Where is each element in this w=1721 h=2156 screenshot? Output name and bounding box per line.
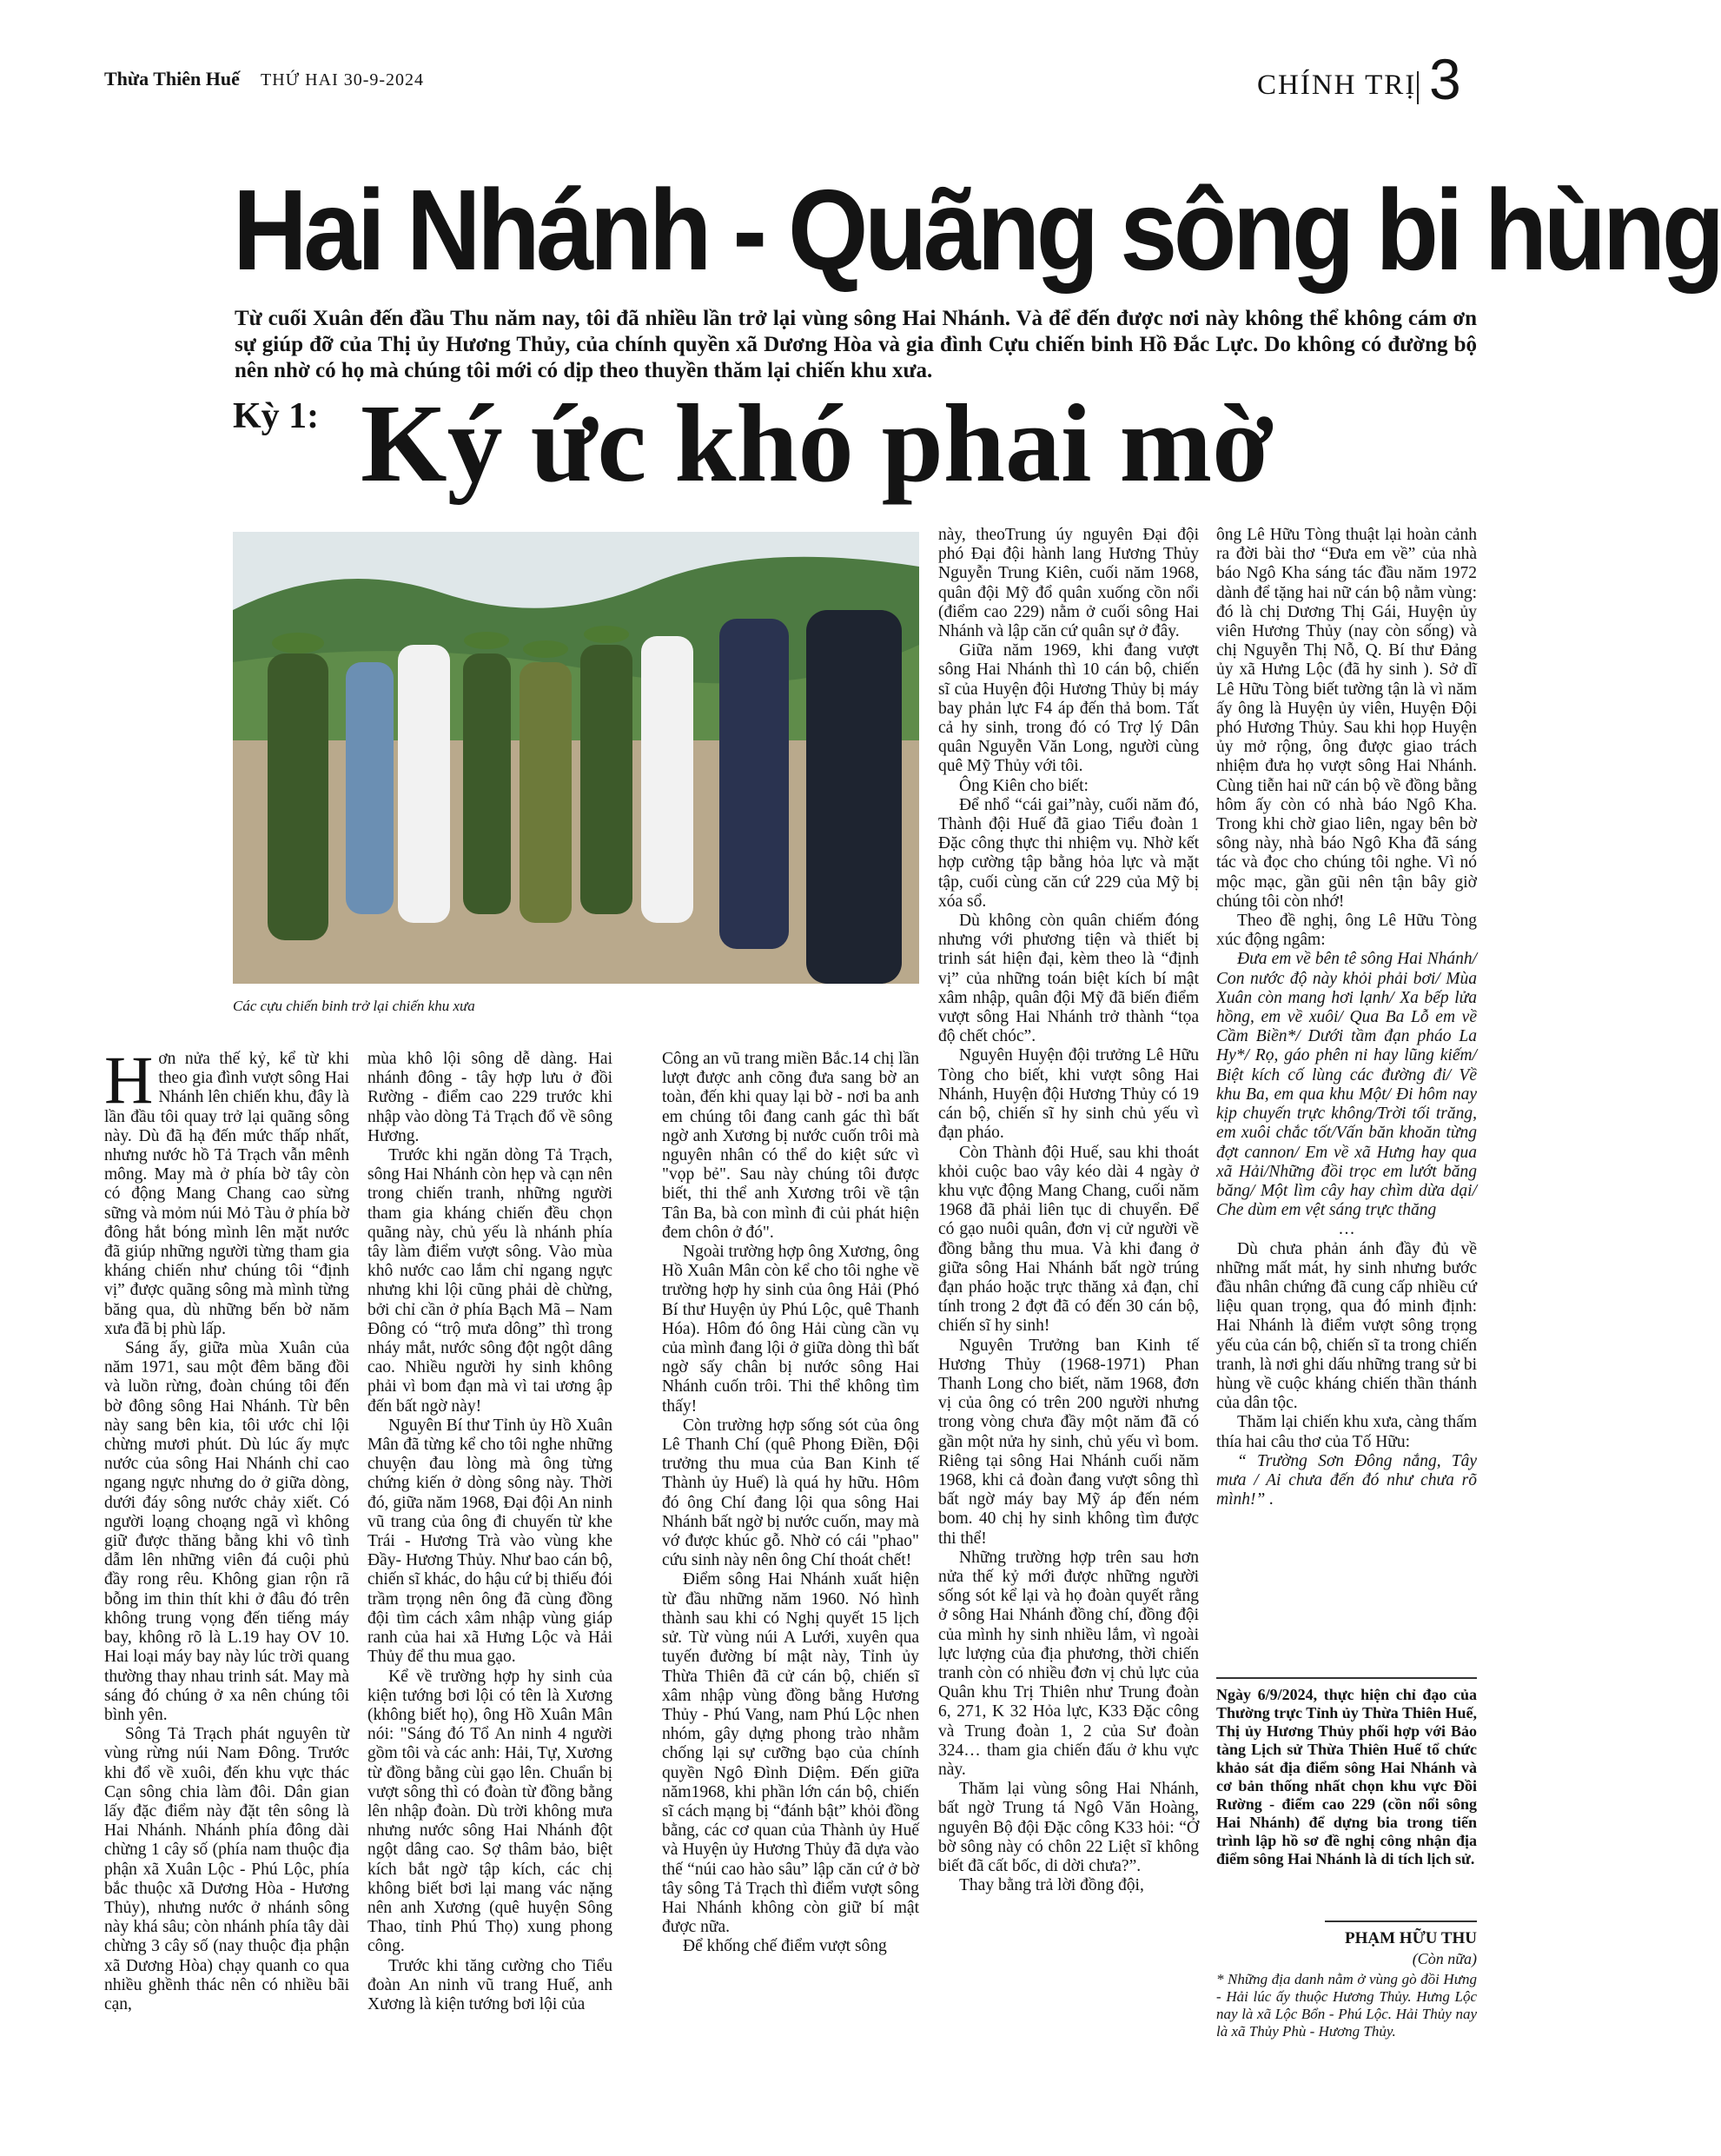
- article-column-4: [938, 526, 1199, 1895]
- paragraph: Còn Thành đội Huế, sau khi thoát khỏi cuộc bao vây kéo dài 4 ngày ở khu vực động Mang Chang, cuối năm 1968 đã phải liên tục di chuyển. Để có gạo nuôi quân, đơn vị cử người về đồng bằng thu mua. Và khi đang ở giữa sông Hai Nhánh bất ngờ trúng đạn pháo hoặc trực thăng xả đạn, chỉ tính trong 2 đợt đã có đến 30 cán bộ, chiến sĩ hy sinh!: [938, 1143, 1199, 1336]
- paragraph: Ngoài trường hợp ông Xương, ông Hồ Xuân Mân còn kể cho tôi nghe về trường hợp hy sinh của ông Hải (Phó Bí thư Huyện ủy Phú Lộc, quê Thanh Hóa). Hôm đó ông Hải cùng cần vụ của mình đang lội ở giữa dòng thì bất ngờ sấy chân bị nước sông Hai Nhánh cuốn trôi. Thi thể không tìm thấy!: [662, 1243, 919, 1416]
- photo-illustration: [233, 532, 919, 984]
- issue-date: THỨ HAI 30-9-2024: [261, 70, 425, 90]
- paragraph: Những trường hợp trên sau hơn nửa thế kỷ mới được những người sống sót kể lại và họ đoàn quyết rằng ở sông Hai Nhánh đồng chí, đồng đội của mình hy sinh nhiều lắm, vì ngoài lực lượng của địa phương, thời chiến tranh còn có nhiều đơn vị chủ lực của Quân khu Trị Thiên như Trung đoàn 6, 271, K 32 Hỏa lực, K33 Đặc công và Trung đoàn 1, 2 của Sư đoàn 324… tham gia chiến đấu ở khu vực này.: [938, 1548, 1199, 1779]
- paragraph: ông Lê Hữu Tòng thuật lại hoàn cảnh ra đời bài thơ “Đưa em về” của nhà báo Ngô Kha sáng tác đầu năm 1972 dành để tặng hai nữ cán bộ nằm vùng: đó là chị Dương Thị Gái, Huyện ủy viên Hương Thủy (nay còn sống) và chị Nguyễn Thị Nỗ, Q. Bí thư Đảng ủy xã Hưng Lộc (đã hy sinh ). Sở dĩ Lê Hữu Tòng biết tường tận là vì năm ấy ông là Huyện ủy viên, Huyện Đội phó Hương Thủy. Sau khi họp Huyện ủy mở rộng, ông được giao trách nhiệm đưa họ vượt sông Hai Nhánh. Cùng tiễn hai nữ cán bộ về đồng bằng hôm ấy còn có nhà báo Ngô Kha. Trong khi chờ giao liên, ngay bên bờ sông này, nhà báo Ngô Kha đã sáng tác và đọc cho chúng tôi nghe. Vì nó mộc mạc, gần gũi nên tận bây giờ chúng tôi còn nhớ!: [1216, 526, 1477, 911]
- page-number: 3: [1429, 47, 1461, 111]
- paragraph: Ông Kiên cho biết:: [959, 776, 1089, 795]
- paragraph: Trước khi ngăn dòng Tả Trạch, sông Hai Nhánh còn hẹp và cạn nên trong chiến tranh, những người tham gia kháng chiến đều chọn quãng này, chủ yếu là nhánh phía tây làm điểm vượt sông. Vào mùa khô nước cao lắm chỉ ngang ngực nhưng khi lội cũng phải dè chừng, bởi chỉ cần ở phía Bạch Mã – Nam Đông có “trộ mưa dông” thì trong nháy mắt, nước sông đột ngột dâng cao. Nhiều người hy sinh không phải vì bom đạn mà vì tai ương ập đến bất ngờ này!: [367, 1146, 612, 1416]
- paragraph: Sông Tả Trạch phát nguyên từ vùng rừng núi Nam Đông. Trước khi đổ về xuôi, đến khu vực thác Cạn sông chia làm đôi. Dân gian lấy đặc điểm này đặt tên sông là Hai Nhánh. Nhánh phía đông dài chừng 1 cây số (phía nam thuộc địa phận xã Xuân Lộc - Phú Lộc, phía bắc thuộc xã Dương Hòa - Hương Thủy), nhưng nước ở nhánh sông này khá sâu; còn nhánh phía tây dài chừng 3 cây số (nay thuộc địa phận xã Dương Hòa) chạy quanh co qua nhiều ghềnh thác nên có nhiều bãi cạn,: [104, 1725, 349, 2013]
- editor-note: Ngày 6/9/2024, thực hiện chỉ đạo của Thường trực Tỉnh ủy Thừa Thiên Huế, Thị ủy Hương Thủy phối hợp với Bảo tàng Lịch sử Thừa Thiên Huế tổ chức khảo sát địa điểm sông Hai Nhánh và cơ bản thống nhất chọn khu vực Đồi Rường - điểm cao 229 (cồn nổi sông Hai Nhánh) để dựng bia trong tiến trình lập hồ sơ đề nghị công nhận địa điểm sông Hai Nhánh là di tích lịch sử.: [1216, 1686, 1477, 1867]
- article-column-5: [1216, 526, 1477, 1509]
- lead-paragraph: Từ cuối Xuân đến đầu Thu năm nay, tôi đã nhiều lần trở lại vùng sông Hai Nhánh. Và để đến được nơi này không thể không cám ơn sự giúp đỡ của Thị ủy Hương Thủy, của chính quyền xã Dương Hòa và gia đình Cựu chiến binh Hồ Đắc Lực. Do không có đường bộ nên nhờ có họ mà chúng tôi mới có dịp theo thuyền thăm lại chiến khu xưa.: [235, 307, 1477, 382]
- paragraph: Để khống chế điểm vượt sông: [683, 1937, 887, 1956]
- paragraph: Thay bằng trả lời đồng đội,: [959, 1876, 1144, 1895]
- article-photo: [233, 532, 919, 984]
- paragraph: Theo đề nghị, ông Lê Hữu Tòng xúc động ngâm:: [1216, 912, 1477, 950]
- article-column-2: [367, 1050, 612, 2014]
- note-divider: [1216, 1677, 1477, 1679]
- paragraph: Kể về trường hợp hy sinh của kiện tướng bơi lội có tên là Xương (không biết họ), ông Hồ Xuân Mân nói: "Sáng đó Tổ An ninh 4 người gồm tôi và các anh: Hải, Tự, Xương từ đồng bằng cùi gạo lên. Chuẩn bị vượt sông thì có đoàn từ đồng bằng lên nhập đoàn. Dù trời không mưa nhưng nước sông Hai Nhánh đột ngột dâng cao. Sợ thâm bảo, biệt kích bắt ngờ tập kích, các chị không biết bơi lại mang vác nặng nên anh Xương (quê huyện Sông Thao, tỉnh Phú Thọ) xung phong công.: [367, 1667, 612, 1956]
- paragraph: Nguyên Trưởng ban Kinh tế Hương Thủy (1968-1971) Phan Thanh Long cho biết, năm 1968, đơn vị của ông có trên 200 người nhưng trong vòng chưa đầy một năm đã có gần một nửa hy sinh, chủ yếu vì bom. Riêng tại sông Hai Nhánh cuối năm 1968, khi cả đoàn đang vượt sông thì bất ngờ máy bay Mỹ áp đến ném bom. 40 chị hy sinh không tìm được thi thể!: [938, 1336, 1199, 1548]
- paragraph: Giữa năm 1969, khi đang vượt sông Hai Nhánh thì 10 cán bộ, chiến sĩ của Huyện đội Hương Thủy bị máy bay phản lực F4 áp đến thả bom. Tất cả hy sinh, trong đó có Trợ lý Dân quân Nguyễn Văn Long, người cùng quê Mỹ Thủy với tôi.: [938, 641, 1199, 776]
- paragraph: Trước khi tăng cường cho Tiểu đoàn An ninh vũ trang Huế, anh Xương là kiện tướng bơi lội của: [367, 1956, 612, 2013]
- paragraph: Dù không còn quân chiếm đóng nhưng với phương tiện và thiết bị trinh sát hiện đại, kèm theo là “định vị” của những toán biệt kích bí mật xâm nhập, quân đội Mỹ đã biến điểm vượt sông Hai Nhánh trở thành “tọa độ chết chóc”.: [938, 912, 1199, 1046]
- paragraph: Để nhổ “cái gai”này, cuối năm đó, Thành đội Huế đã giao Tiểu đoàn 1 Đặc công thực thi nhiệm vụ. Nhờ kết hợp cường tập bằng hỏa lực và mặt tập, cuối cùng căn cứ 229 của Mỹ bị xóa sổ.: [938, 795, 1199, 911]
- ellipsis: …: [1338, 1220, 1355, 1239]
- paragraph: Hơn nửa thế kỷ, kể từ khi theo gia đình vượt sông Hai Nhánh lên chiến khu, đây là lần đầu tôi quay trở lại quãng sông này. Dù đã hạ đến mức thấp nhất, nhưng nước hồ Tả Trạch vẫn mênh mông. May mà ở phía bờ tây còn có động Mang Chang cao sừng sững và mỏm núi Mỏ Tàu ở phía bờ đông hắt bóng mình lên mặt nước đã giúp những người từng tham gia kháng chiến như chúng tôi “định vị” được quãng sông mà mình từng băng qua, dù những bến bờ năm xưa đã bị phù lấp.: [104, 1042, 349, 1338]
- paragraph: Nguyên Bí thư Tỉnh ủy Hồ Xuân Mân đã từng kể cho tôi nghe những chuyện đau lòng mà ông từng chứng kiến ở dòng sông này. Thời đó, giữa năm 1968, Đại đội An ninh vũ trang của ông đi chuyến từ khe Trái - Hương Trà vào vùng khe Đầy- Hương Thủy. Như bao cán bộ, chiến sĩ khác, do hậu cứ bị thiếu đói trầm trọng nên ông đã cùng đồng đội tìm cách xâm nhập vùng giáp ranh của hai xã Hưng Lộc và Hải Thủy để thu mua gạo.: [367, 1416, 612, 1667]
- subheadline: Ký ức khó phai mờ: [361, 381, 1274, 505]
- paragraph: Dù chưa phản ánh đầy đủ về những mất mát, hy sinh nhưng bước đầu nhân chứng đã cung cấp nhiều cứ liệu quan trọng, qua đó minh định: Hai Nhánh là điểm vượt sông trọng yếu của cán bộ, chiến sĩ ta trong chiến tranh, là nơi ghi dấu những trang sử bi hùng về cuộc kháng chiến thần thánh của dân tộc.: [1216, 1239, 1477, 1413]
- section-title: CHÍNH TRỊ: [1257, 70, 1417, 101]
- paragraph: mùa khô lội sông dễ dàng. Hai nhánh đông - tây hợp lưu ở đồi Rường - điểm cao 229 trước khi nhập vào dòng Tả Trạch đổ về sông Hương.: [367, 1050, 612, 1145]
- article-column-1: [104, 1042, 349, 2014]
- paragraph: Công an vũ trang miền Bắc.14 chị lần lượt được anh cõng đưa sang bờ an toàn, đến khi quay lại bờ - nơi ba anh em chúng tôi đang canh gác thì bất ngờ anh Xương bị nước cuốn trôi mà nguyên nhân có thể do kiệt sức vì "vọp bẻ". Sau này chúng tôi được biết, thi thể anh Xương trôi về tận Tân Ba, bà con mình đi củi phát hiện đem chôn ở đó".: [662, 1050, 919, 1242]
- paragraph: Sáng ấy, giữa mùa Xuân của năm 1971, sau một đêm băng đồi và luồn rừng, đoàn chúng tôi đến bờ đông sông Hai Nhánh. Từ bên này sang bên kia, tôi ước chỉ lội chừng mươi phút. Dù lúc ấy mực nước của sông Hai Nhánh chỉ cao ngang ngực nhưng do ở giữa dòng, dưới đáy sông nước chảy xiết. Có người loạng choạng ngã vì không giữ được thăng bằng khi vô tình dẫm lên những viên đá cuội phủ đầy rong rêu. Không gian rộn rã bỗng im thin thít khi ở đâu đó trên không trung vọng đến tiếng máy bay, không rõ là L.19 hay OV 10. Hai loại máy bay này lúc trời quang thường thay nhau trinh sát. May mà sáng đó chúng ở xa nên chúng tôi bình yên.: [104, 1339, 349, 1724]
- footnote: * Những địa danh nằm ở vùng gò đồi Hưng - Hải lúc ấy thuộc Hương Thủy. Hưng Lộc nay là xã Lộc Bổn - Phú Lộc. Hải Thủy nay là xã Thủy Phù - Hương Thủy.: [1216, 1971, 1477, 2040]
- paragraph: Thăm lại chiến khu xưa, càng thấm thía hai câu thơ của Tố Hữu:: [1216, 1413, 1477, 1451]
- signature-divider: [1325, 1920, 1477, 1922]
- part-label: Kỳ 1:: [233, 396, 320, 436]
- paragraph: Thăm lại vùng sông Hai Nhánh, bất ngờ Trung tá Ngô Văn Hoàng, nguyên Bộ đội Đặc công K33 hỏi: “Ở bờ sông này có chôn 22 Liệt sĩ không biết đã cất bốc, di dời chưa?”.: [938, 1780, 1199, 1876]
- author-byline: PHẠM HỮU THU: [1345, 1929, 1477, 1947]
- dropcap: H: [104, 1042, 154, 1118]
- quote: “ Trường Sơn Đông nắng, Tây mưa / Ai chưa đến đó như chưa rõ mình!” .: [1216, 1451, 1477, 1509]
- poem: Đưa em về bên tê sông Hai Nhánh/ Con nước độ này khỏi phải bơi/ Mùa Xuân còn mang hơi lạnh/ Xa bếp lửa hồng, em về xuôi/ Qua Ba Lỗ em về Cầm Biền*/ Dưới tầm đạn pháo La Hy*/ Rọ, gáo phên ni hay lũng kiếm/ Biệt kích cố lùng các đường đi/ Về khu Ba, em qua khu Một/ Đi hôm nay kịp chuyến trực không/Trời tối trăng, em xuôi chắc tốt/Vấn băn khoăn từng đợt cannon/ Em về xã Hưng hay qua xã Hải/Những đồi trọc em lướt băng băng/ Một lìm cây hay chìm dừa dại/ Che dùm em vệt sáng trực thăng: [1216, 950, 1477, 1220]
- masthead-name: Thừa Thiên Huế: [104, 68, 240, 90]
- article-column-3: [662, 1050, 919, 1957]
- paragraph: Điểm sông Hai Nhánh xuất hiện từ đầu những năm 1960. Nó hình thành sau khi có Nghị quyết 15 lịch sử. Từ vùng núi A Lưới, xuyên qua tuyến đường bí mật này, Tỉnh ủy Thừa Thiên đã cử cán bộ, chiến sĩ xâm nhập vùng đồng bằng Hương Thủy - Phú Vang, nam Phú Lộc nhen nhóm, gây dựng phong trào nhằm chống lại sự cưỡng bạo của chính quyền Ngô Đình Diệm. Đến giữa năm1968, khi phần lớn cán bộ, chiến sĩ cách mạng bị “đánh bật” khỏi đồng bằng, các cơ quan của Thành ủy Huế và Huyện ủy Hương Thủy đã dựa vào thế “núi cao hào sâu” lập căn cứ ở bờ tây sông Tả Trạch thì điểm vượt sông Hai Nhánh không còn giữ bí mật được nữa.: [662, 1570, 919, 1937]
- section-divider: [1417, 71, 1419, 104]
- headline: Hai Nhánh - Quãng sông bi hùng: [233, 166, 1721, 294]
- paragraph: này, theoTrung úy nguyên Đại đội phó Đại đội hành lang Hương Thủy Nguyễn Trung Kiên, cuối năm 1968, quân đội Mỹ đổ quân xuống cồn nổi (điểm cao 229) nằm ở cuối sông Hai Nhánh và lập căn cứ quân sự ở đây.: [938, 526, 1199, 641]
- photo-caption: Các cựu chiến binh trở lại chiến khu xưa: [233, 998, 475, 1014]
- continued-label: (Còn nữa): [1412, 1950, 1477, 1967]
- paragraph: Nguyên Huyện đội trưởng Lê Hữu Tòng cho biết, khi vượt sông Hai Nhánh, Huyện đội Hương Thủy có 19 cán bộ, chiến sĩ hy sinh chủ yếu vì đạn pháo.: [938, 1046, 1199, 1143]
- paragraph: Còn trường hợp sống sót của ông Lê Thanh Chí (quê Phong Điền, Đội trưởng thu mua của Ban Kinh tế Thành ủy Huế) là quá hy hữu. Hôm đó ông Chí đang lội qua sông Hai Nhánh bất ngờ bị nước cuốn, may mà vớ được khúc gỗ. Nhờ có cái "phao" cứu sinh này nên ông Chí thoát chết!: [662, 1416, 919, 1570]
